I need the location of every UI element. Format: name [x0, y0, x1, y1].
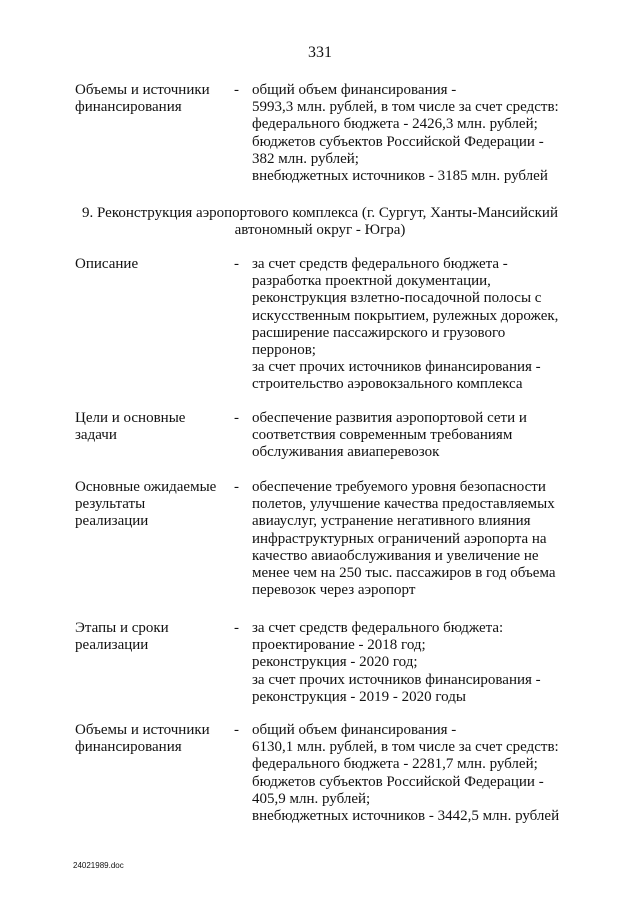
value-line: за счет средств федерального бюджета - — [252, 256, 508, 272]
row-label — [75, 722, 225, 756]
value-line: искусственным покрытием, рулежных дорожек, — [252, 307, 559, 324]
label-line: Описание — [75, 256, 139, 272]
label-line: Объемы и источники — [75, 722, 210, 738]
value-line: федерального бюджета - 2281,7 млн. рублей; — [252, 756, 538, 773]
value-line: 6130,1 млн. рублей, в том числе за счет средств: — [252, 739, 559, 756]
row-value — [252, 256, 582, 394]
row-value — [252, 82, 582, 185]
value-line: федерального бюджета - 2426,3 млн. рублей; — [252, 116, 538, 133]
value-line: качество авиаобслуживания и увеличение не — [252, 547, 539, 564]
value-line: внебюджетных источников - 3442,5 млн. рублей — [252, 808, 560, 825]
value-line: за счет средств федерального бюджета: — [252, 620, 504, 636]
value-line: проектирование - 2018 год; — [252, 637, 426, 654]
value-line: расширение пассажирского и грузового — [252, 324, 506, 341]
row-value — [252, 410, 582, 462]
row-dash: - — [234, 479, 239, 495]
section-heading — [0, 205, 640, 239]
value-line: реконструкция - 2019 - 2020 годы — [252, 688, 466, 705]
value-line: бюджетов субъектов Российской Федерации - — [252, 133, 544, 150]
value-line: строительство аэровокзального комплекса — [252, 376, 523, 393]
page-number: 331 — [308, 44, 332, 61]
row-value — [252, 479, 582, 599]
value-line: авиауслуг, устранение негативного влияния — [252, 513, 531, 530]
row-dash: - — [234, 722, 239, 738]
value-line: обслуживания авиаперевозок — [252, 444, 440, 461]
label-line: реализации — [75, 637, 149, 654]
value-line: внебюджетных источников - 3185 млн. рублей — [252, 168, 548, 185]
heading-line: автономный округ - Югра) — [234, 222, 406, 239]
value-line: общий объем финансирования - — [252, 722, 457, 738]
value-line: за счет прочих источников финансирования - — [252, 671, 541, 688]
label-line: Объемы и источники — [75, 82, 210, 98]
value-line: за счет прочих источников финансирования - — [252, 359, 541, 376]
row-value — [252, 620, 582, 706]
value-line: 382 млн. рублей; — [252, 150, 359, 167]
label-line: Этапы и сроки — [75, 620, 169, 636]
label-line: Цели и основные — [75, 410, 186, 426]
value-line: полетов, улучшение качества предоставляемых — [252, 496, 555, 513]
row-label — [75, 82, 225, 116]
label-line: финансирования — [75, 99, 182, 116]
value-line: обеспечение требуемого уровня безопасности — [252, 479, 546, 495]
row-dash: - — [234, 410, 239, 426]
row-label — [75, 410, 225, 444]
row-dash: - — [234, 82, 239, 98]
value-line: перронов; — [252, 342, 316, 359]
value-line: бюджетов субъектов Российской Федерации - — [252, 773, 544, 790]
row-dash: - — [234, 256, 239, 272]
value-line: перевозок через аэропорт — [252, 582, 416, 599]
value-line: общий объем финансирования - — [252, 82, 457, 98]
row-dash: - — [234, 620, 239, 636]
row-label — [75, 620, 225, 654]
value-line: разработка проектной документации, — [252, 273, 491, 290]
label-line: задачи — [75, 427, 117, 444]
row-label — [75, 479, 225, 531]
value-line: обеспечение развития аэропортовой сети и — [252, 410, 527, 426]
row-label — [75, 256, 225, 273]
label-line: Основные ожидаемые — [75, 479, 217, 495]
heading-line: 9. Реконструкция аэропортового комплекса (г. Сургут, Ханты-Мансийский — [82, 205, 558, 221]
value-line: инфраструктурных ограничений аэропорта на — [252, 530, 547, 547]
value-line: 5993,3 млн. рублей, в том числе за счет средств: — [252, 99, 559, 116]
value-line: 405,9 млн. рублей; — [252, 790, 371, 807]
label-line: результаты — [75, 496, 146, 513]
file-name-footer: 24021989.doc — [73, 861, 124, 870]
label-line: финансирования — [75, 739, 182, 756]
value-line: реконструкция взлетно-посадочной полосы с — [252, 290, 542, 307]
value-line: реконструкция - 2020 год; — [252, 654, 418, 671]
row-value — [252, 722, 582, 825]
label-line: реализации — [75, 513, 149, 530]
value-line: соответствия современным требованиям — [252, 427, 513, 444]
value-line: менее чем на 250 тыс. пассажиров в год объема — [252, 565, 556, 582]
